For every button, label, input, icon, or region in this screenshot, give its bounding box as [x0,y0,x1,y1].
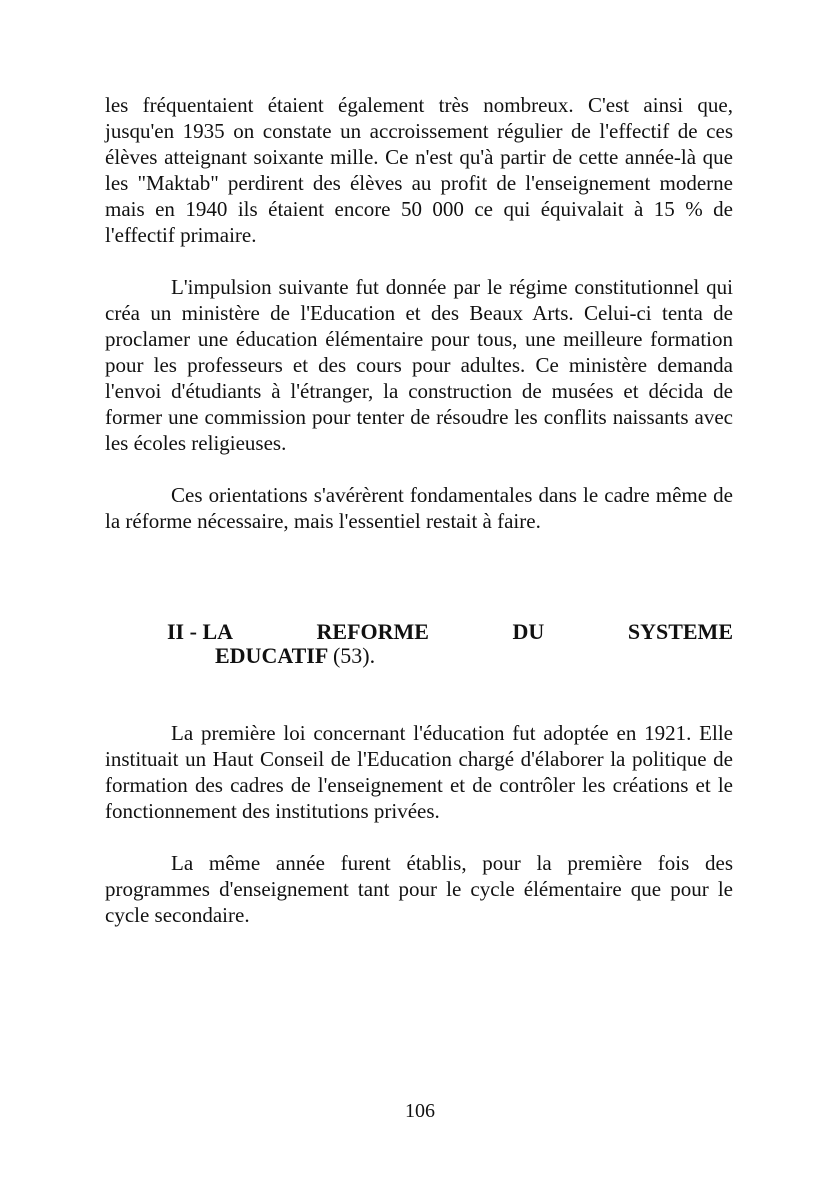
heading-word-reforme: REFORME [316,619,429,644]
heading-word-educatif: EDUCATIF [215,643,328,668]
paragraph-4: La première loi concernant l'éducation fut adoptée en 1921. Elle instituait un Haut Conseil de l'Education chargé d'élaborer la politique de formation des cadres de l'enseignement et de contrôler les créations et le fonctionnement des institutions privées. [105,721,733,823]
section-heading-line-1 [167,620,733,644]
heading-word-systeme: SYSTEME [627,619,733,644]
section-heading [167,620,733,668]
heading-word-numeral: II - LA [167,619,234,644]
page-body [105,92,733,928]
page-number: 106 [405,1100,435,1122]
section-heading-line-2 [167,644,733,668]
footnote-reference: (53). [332,643,376,668]
paragraph-2: L'impulsion suivante fut donnée par le régime constitutionnel qui créa un ministère de l'Education et des Beaux Arts. Celui-ci tenta de proclamer une éducation élémentaire pour tous, une meilleure formation pour les professeurs et des cours pour adultes. Ce ministère demanda l'envoi d'étudiants à l'étranger, la construction de musées et décida de former une commission pour tenter de résoudre les conflits naissants avec les écoles religieuses. [105,275,733,455]
paragraph-3: Ces orientations s'avérèrent fondamentales dans le cadre même de la réforme nécessaire, mais l'essentiel restait à faire. [105,483,733,533]
paragraph-5: La même année furent établis, pour la première fois des programmes d'enseignement tant pour le cycle élémentaire que pour le cycle secondaire. [105,851,733,927]
heading-word-du: DU [512,619,545,644]
paragraph-1: les fréquentaient étaient également très nombreux. C'est ainsi que, jusqu'en 1935 on constate un accroissement régulier de l'effectif de ces élèves atteignant soixante mille. Ce n'est qu'à partir de cette année-là que les "Maktab" perdirent des élèves au profit de l'enseignement moderne mais en 1940 ils étaient encore 50 000 ce qui équivalait à 15 % de l'effectif primaire. [105,93,733,247]
